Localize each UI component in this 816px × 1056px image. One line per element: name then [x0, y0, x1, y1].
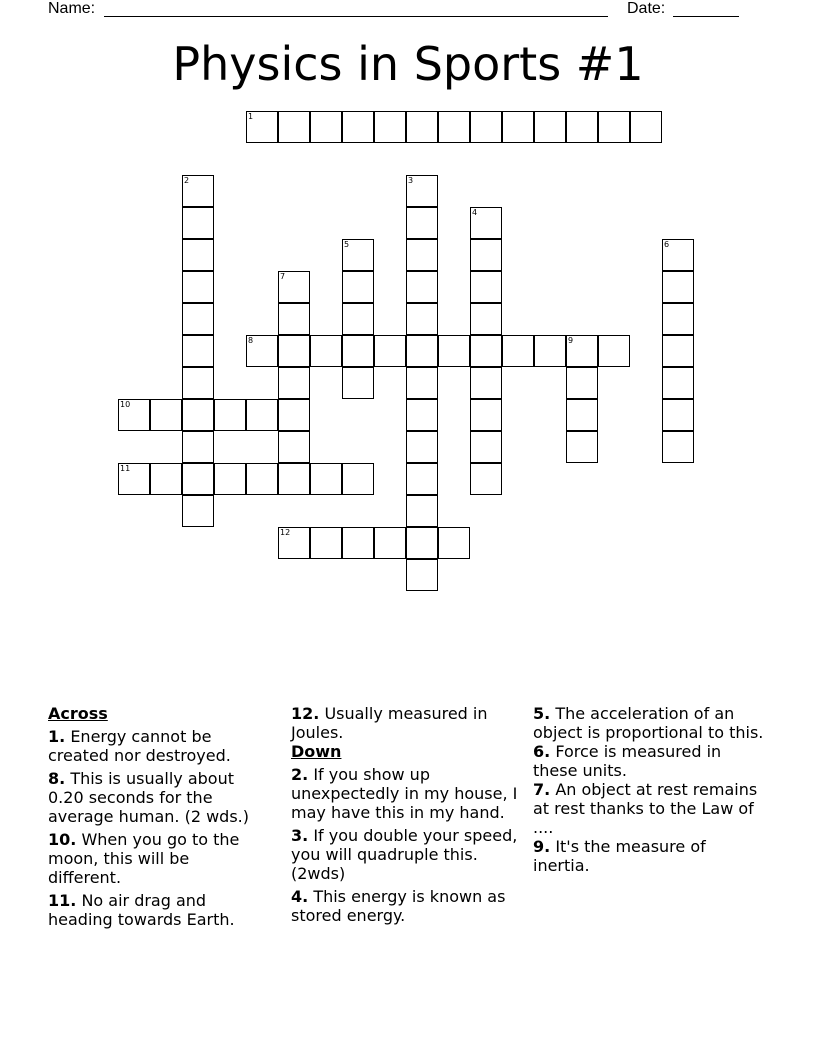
clue-number-label: 3: [408, 176, 414, 185]
grid-cell[interactable]: [470, 335, 502, 367]
grid-cell[interactable]: [502, 335, 534, 367]
grid-cell[interactable]: [598, 335, 630, 367]
grid-cell[interactable]: [406, 271, 438, 303]
grid-cell[interactable]: [214, 463, 246, 495]
down-clue-5: [533, 704, 765, 742]
clue-text: It's the measure of inertia.: [533, 837, 706, 875]
grid-cell[interactable]: [374, 527, 406, 559]
grid-cell[interactable]: [150, 463, 182, 495]
clue-number: 9.: [533, 837, 551, 856]
grid-cell[interactable]: [406, 495, 438, 527]
clue-number-label: 12: [280, 528, 291, 537]
name-label: Name:: [48, 0, 96, 17]
clue-number-label: 8: [248, 336, 254, 345]
grid-cell[interactable]: [566, 431, 598, 463]
clue-text: When you go to the moon, this will be different.: [48, 830, 240, 887]
clue-text: Force is measured in these units.: [533, 742, 722, 780]
clue-text: If you show up unexpectedly in my house, I may have this in my hand.: [291, 765, 518, 822]
down-clue-7: [533, 780, 765, 837]
grid-cell[interactable]: [662, 271, 694, 303]
grid-cell[interactable]: [374, 335, 406, 367]
grid-cell[interactable]: [150, 399, 182, 431]
down-clue-2: [291, 765, 523, 822]
across-clue-10: [48, 830, 266, 887]
grid-cell[interactable]: [630, 111, 662, 143]
grid-cell[interactable]: [470, 111, 502, 143]
grid-cell[interactable]: [310, 111, 342, 143]
grid-cell[interactable]: [278, 335, 310, 367]
grid-cell[interactable]: [534, 335, 566, 367]
grid-cell[interactable]: [310, 335, 342, 367]
across-clue-8: [48, 769, 266, 826]
grid-cell[interactable]: [662, 335, 694, 367]
grid-cell[interactable]: [278, 399, 310, 431]
grid-cell[interactable]: [278, 527, 310, 559]
across-clue-1: [48, 727, 266, 765]
grid-cell[interactable]: [598, 111, 630, 143]
grid-cell[interactable]: [278, 111, 310, 143]
grid-cell[interactable]: [406, 399, 438, 431]
grid-cell[interactable]: [406, 111, 438, 143]
clue-number-label: 4: [472, 208, 478, 217]
date-label: Date:: [627, 0, 666, 17]
grid-cell[interactable]: [406, 335, 438, 367]
grid-cell[interactable]: [342, 271, 374, 303]
grid-cell[interactable]: [470, 303, 502, 335]
grid-cell[interactable]: [342, 367, 374, 399]
clue-number: 8.: [48, 769, 66, 788]
grid-cell[interactable]: [342, 527, 374, 559]
grid-cell[interactable]: [406, 431, 438, 463]
grid-cell[interactable]: [662, 367, 694, 399]
down-clue-4: [291, 887, 523, 925]
grid-cell[interactable]: [182, 239, 214, 271]
grid-cell[interactable]: [182, 207, 214, 239]
grid-cell[interactable]: [470, 431, 502, 463]
grid-cell[interactable]: [470, 207, 502, 239]
grid-cell[interactable]: [278, 303, 310, 335]
down-clue-6: [533, 742, 765, 780]
clue-number-label: 6: [664, 240, 670, 249]
clue-text: An object at rest remains at rest thanks to the Law of ....: [533, 780, 758, 837]
across-clue-11: [48, 891, 266, 929]
grid-cell[interactable]: [246, 335, 278, 367]
clue-number: 10.: [48, 830, 77, 849]
clue-number-label: 7: [280, 272, 286, 281]
grid-cell[interactable]: [406, 303, 438, 335]
grid-cell[interactable]: [342, 239, 374, 271]
grid-cell[interactable]: [662, 239, 694, 271]
clue-text: The acceleration of an object is proportional to this.: [533, 704, 764, 742]
page-title: Physics in Sports #1: [172, 37, 644, 91]
grid-cell[interactable]: [406, 463, 438, 495]
grid-cell[interactable]: [470, 399, 502, 431]
grid-cell[interactable]: [662, 431, 694, 463]
grid-cell[interactable]: [182, 399, 214, 431]
grid-cell[interactable]: [566, 367, 598, 399]
grid-cell[interactable]: [438, 335, 470, 367]
across-heading: Across: [48, 704, 108, 723]
clue-number: 6.: [533, 742, 551, 761]
clue-number: 5.: [533, 704, 551, 723]
grid-cell[interactable]: [278, 367, 310, 399]
across-clue-12: [291, 704, 523, 742]
clue-number: 7.: [533, 780, 551, 799]
grid-cell[interactable]: [470, 463, 502, 495]
grid-cell[interactable]: [502, 111, 534, 143]
grid-cell[interactable]: [566, 111, 598, 143]
grid-cell[interactable]: [662, 399, 694, 431]
grid-cell[interactable]: [182, 431, 214, 463]
grid-cell[interactable]: [182, 271, 214, 303]
grid-cell[interactable]: [118, 399, 150, 431]
clue-number: 4.: [291, 887, 309, 906]
grid-cell[interactable]: [406, 367, 438, 399]
grid-cell[interactable]: [406, 559, 438, 591]
grid-cell[interactable]: [310, 463, 342, 495]
grid-cell[interactable]: [374, 111, 406, 143]
clue-number-label: 1: [248, 112, 254, 121]
grid-cell[interactable]: [438, 527, 470, 559]
grid-cell[interactable]: [278, 463, 310, 495]
grid-cell[interactable]: [182, 463, 214, 495]
grid-cell[interactable]: [406, 239, 438, 271]
grid-cell[interactable]: [182, 175, 214, 207]
clue-text: This energy is known as stored energy.: [291, 887, 506, 925]
grid-cell[interactable]: [278, 431, 310, 463]
clue-number: 11.: [48, 891, 77, 910]
grid-cell[interactable]: [246, 111, 278, 143]
grid-cell[interactable]: [182, 335, 214, 367]
clue-number-label: 9: [568, 336, 574, 345]
grid-cell[interactable]: [470, 271, 502, 303]
clue-number: 2.: [291, 765, 309, 784]
clue-number-label: 2: [184, 176, 190, 185]
grid-cell[interactable]: [278, 271, 310, 303]
grid-cell[interactable]: [470, 239, 502, 271]
down-heading: Down: [291, 742, 342, 761]
grid-cell[interactable]: [662, 303, 694, 335]
clue-column-1: [48, 704, 266, 933]
grid-cell[interactable]: [342, 303, 374, 335]
clue-number-label: 11: [120, 464, 131, 473]
grid-cell[interactable]: [246, 399, 278, 431]
grid-cell[interactable]: [118, 463, 150, 495]
clue-column-2: [291, 704, 523, 929]
down-clue-9: [533, 837, 765, 875]
grid-cell[interactable]: [182, 495, 214, 527]
grid-cell[interactable]: [438, 111, 470, 143]
clue-number: 12.: [291, 704, 320, 723]
grid-cell[interactable]: [566, 399, 598, 431]
grid-cell[interactable]: [342, 463, 374, 495]
grid-cell[interactable]: [406, 175, 438, 207]
clue-text: This is usually about 0.20 seconds for the average human. (2 wds.): [48, 769, 249, 826]
clue-text: Usually measured in Joules.: [291, 704, 488, 742]
grid-cell[interactable]: [182, 303, 214, 335]
grid-cell[interactable]: [406, 527, 438, 559]
grid-cell[interactable]: [246, 463, 278, 495]
down-clue-3: [291, 826, 523, 883]
clue-number: 3.: [291, 826, 309, 845]
grid-cell[interactable]: [406, 207, 438, 239]
clue-number-label: 10: [120, 400, 131, 409]
clue-text: No air drag and heading towards Earth.: [48, 891, 235, 929]
grid-cell[interactable]: [534, 111, 566, 143]
grid-cell[interactable]: [566, 335, 598, 367]
grid-cell[interactable]: [470, 367, 502, 399]
grid-cell[interactable]: [182, 367, 214, 399]
clue-number: 1.: [48, 727, 66, 746]
grid-cell[interactable]: [342, 335, 374, 367]
grid-cell[interactable]: [310, 527, 342, 559]
clue-text: Energy cannot be created nor destroyed.: [48, 727, 231, 765]
grid-cell[interactable]: [214, 399, 246, 431]
clue-number-label: 5: [344, 240, 350, 249]
clue-column-3: [533, 704, 765, 879]
grid-cell[interactable]: [342, 111, 374, 143]
clue-text: If you double your speed, you will quadruple this. (2wds): [291, 826, 518, 883]
